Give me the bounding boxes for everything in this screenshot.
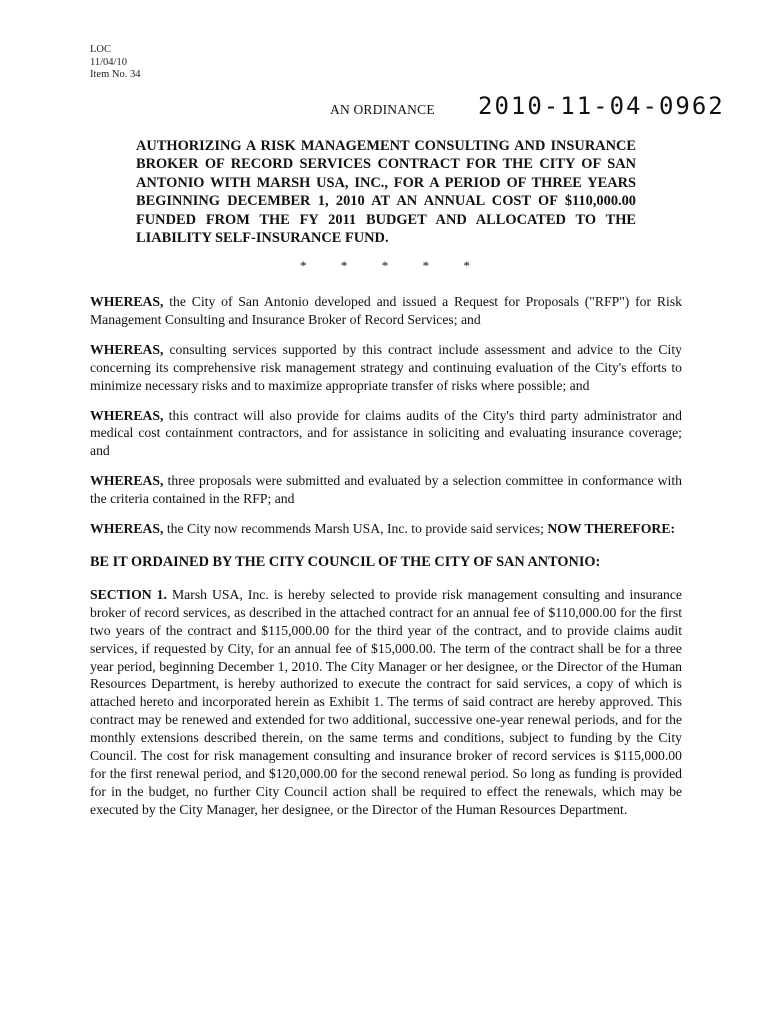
ordinance-body <box>90 293 682 831</box>
whereas-keyword: WHEREAS, <box>90 294 164 309</box>
now-therefore: NOW THEREFORE: <box>547 521 676 537</box>
separator-star: * <box>422 258 430 273</box>
separator-star: * <box>381 258 389 273</box>
whereas-text: this contract will also provide for claims audits of the City's third party administrator and medical cost containment contractors, and for assistance in soliciting and evaluating insurance coverage; and <box>90 407 682 459</box>
ordaining-clause: BE IT ORDAINED BY THE CITY COUNCIL OF THE CITY OF SAN ANTONIO: <box>90 553 601 570</box>
whereas-keyword: WHEREAS, <box>90 341 164 357</box>
section-1 <box>90 586 682 819</box>
ordinance-number: 2010-11-04-0962 <box>478 92 725 120</box>
whereas-clause-3 <box>90 407 682 461</box>
whereas-keyword: WHEREAS, <box>90 407 164 423</box>
document-meta <box>90 44 140 82</box>
separator-star: * <box>300 258 307 273</box>
whereas-text: the City of San Antonio developed and issued a Request for Proposals ("RFP") for Risk Management Consulting and Insurance Broker of Record Services; and <box>90 294 682 327</box>
whereas-clause-5 <box>90 520 682 538</box>
separator-star: * <box>463 258 470 273</box>
ordinance-header <box>330 92 750 132</box>
section-label: SECTION 1. <box>90 586 167 602</box>
whereas-keyword: WHEREAS, <box>90 521 164 537</box>
ordinance-label: AN ORDINANCE <box>330 102 435 117</box>
separator-stars <box>300 258 470 274</box>
separator-star: * <box>340 258 348 273</box>
meta-date: 11/04/10 <box>90 56 127 68</box>
meta-code: LOC <box>90 44 111 55</box>
whereas-clause-1 <box>90 293 682 329</box>
meta-item-number: Item No. 34 <box>90 69 141 80</box>
section-text: Marsh USA, Inc. is hereby selected to provide risk management consulting and insurance broker of record services, as described in the attached contract for an annual fee of $110,000.00 for the first two years of the contract and $115,000.00 for the third year of the contract, and to provide claims audit services, if requested by City, for an annual fee of $15,000.00. The term of the contract shall be for a three year period, beginning December 1, 2010. The City Manager or her designee, or the Director of the Human Resources Department, is hereby authorized to execute the contract for said services, a copy of which is attached hereto and incorporated herein as Exhibit 1. The terms of said contract are hereby approved. This contract may be renewed and extended for two additional, successive one-year renewal periods, and for the monthly extensions described therein, on the same terms and conditions, subject to funding by the City Council. The cost for risk management consulting and insurance broker of record services is $115,000.00 for the first renewal period, and $120,000.00 for the second renewal period. So long as funding is provided for in the budget, no further City Council action shall be required to effect the renewals, which may be executed by the City Manager, her designee, or the Director of the Human Resources Department. <box>90 586 682 817</box>
whereas-text: consulting services supported by this contract include assessment and advice to the City concerning its comprehensive risk management strategy and continuing evaluation of the City's efforts to minimize necessary risks and to maximize appropriate transfer of risks where possible; and <box>90 341 682 393</box>
whereas-text: three proposals were submitted and evaluated by a selection committee in conformance with the criteria contained in the RFP; and <box>90 473 682 507</box>
whereas-text: the City now recommends Marsh USA, Inc. to provide said services; <box>163 521 548 537</box>
whereas-keyword: WHEREAS, <box>90 473 164 489</box>
whereas-clause-4 <box>90 472 682 508</box>
whereas-clause-2 <box>90 341 682 395</box>
ordinance-caption: AUTHORIZING A RISK MANAGEMENT CONSULTING AND INSURANCE BROKER OF RECORD SERVICES CONTRACT FOR THE CITY OF SAN ANTONIO WITH MARSH USA, INC., FOR A PERIOD OF THREE YEARS BEGINNING DECEMBER 1, 2010 AT AN ANNUAL COST OF $110,000.00 FUNDED FROM THE FY 2011 BUDGET AND ALLOCATED TO THE LIABILITY SELF-INSURANCE FUND. <box>136 138 636 247</box>
